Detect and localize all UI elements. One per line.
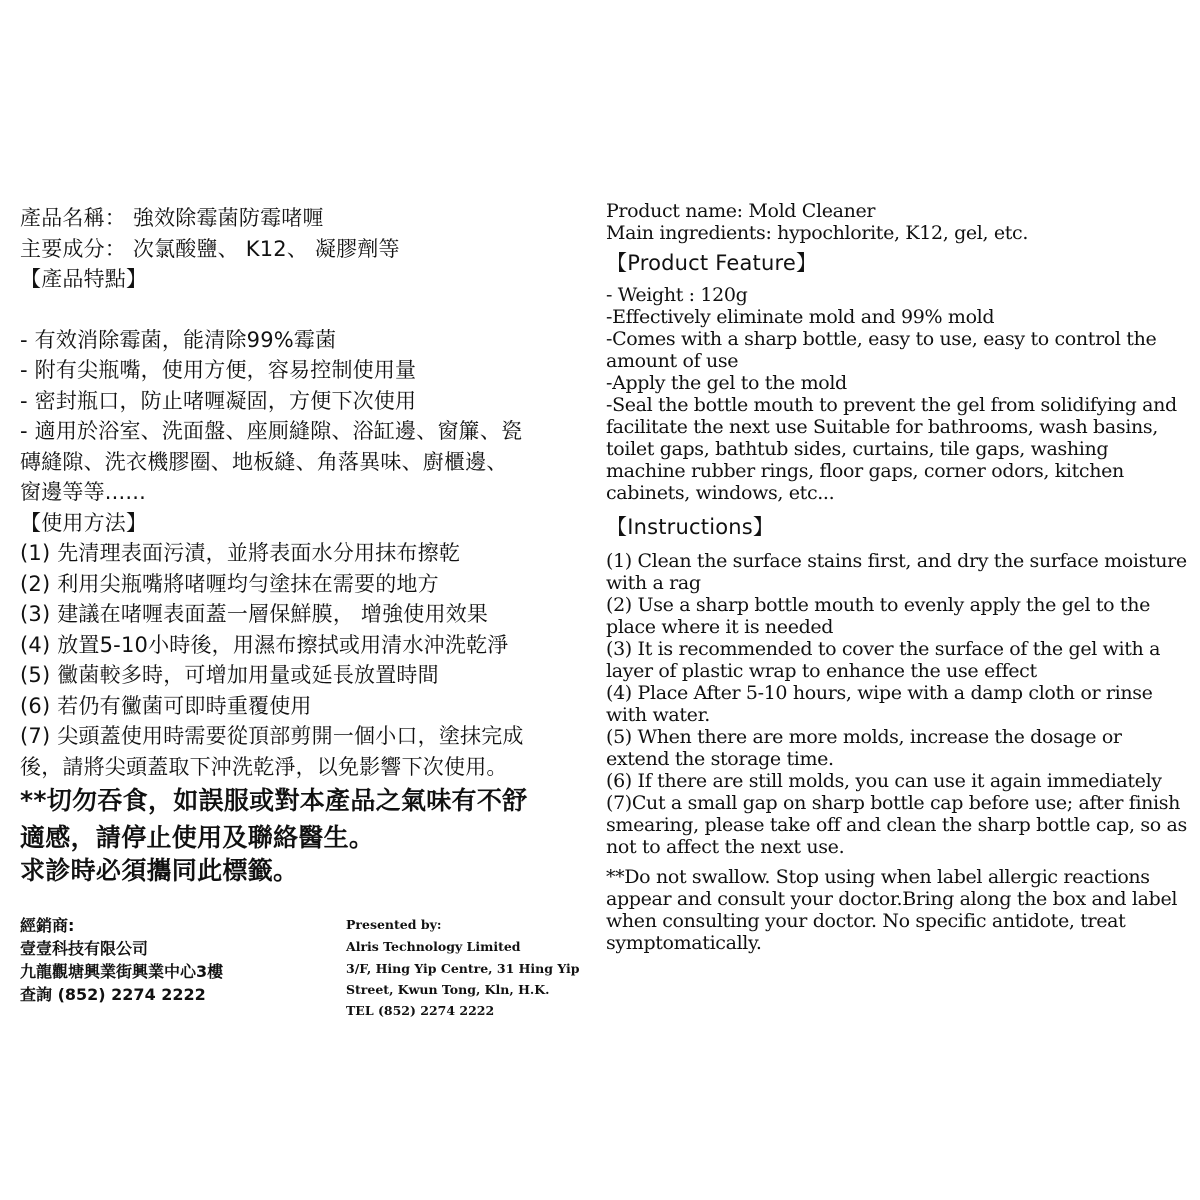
- en-feature-item: -Seal the bottle mouth to prevent the gel from solidifying and facilitate the next use Suitable for bathrooms, wash basins, toilet gaps, bathtub sides, curtains, tile gaps, washing machine rubber rings, floor gaps, corner odors, kitchen cabinets, windows, etc...: [606, 394, 1177, 504]
- english-label-column: [606, 200, 1190, 954]
- cn-usage-step: (6) 若仍有黴菌可即時重覆使用: [20, 693, 312, 718]
- cn-usage-step: (1) 先清理表面污漬，並將表面水分用抹布擦乾: [20, 541, 461, 565]
- cn-warning-line: **切勿吞食，如誤服或對本產品之氣味有不舒: [20, 786, 528, 815]
- en-instruction-step: (3) It is recommended to cover the surface of the gel with a layer of plastic wrap to enhance the use effect: [606, 638, 1161, 682]
- presenter-label: Presented by:: [346, 917, 442, 932]
- presenter-block: [346, 914, 598, 1022]
- chinese-label-column: [20, 203, 595, 887]
- cn-feature-item: - 附有尖瓶嘴，使用方便，容易控制使用量: [20, 358, 417, 382]
- distributor-block: [20, 914, 340, 1006]
- distributor-company: 壹壹科技有限公司: [20, 939, 149, 958]
- distributor-label: 經銷商:: [20, 916, 75, 935]
- cn-feature-item: 磚縫隙、洗衣機膠圈、地板縫、角落異味、廚櫃邊、: [20, 449, 508, 474]
- en-instruction-step: (5) When there are more molds, increase the dosage or extend the storage time.: [606, 726, 1122, 770]
- en-product-name: Product name: Mold Cleaner: [606, 200, 876, 222]
- cn-usage-step: (3) 建議在啫喱表面蓋一層保鮮膜， 增強使用效果: [20, 602, 489, 626]
- cn-feature-item: - 有效消除霉菌，能清除99%霉菌: [20, 327, 337, 352]
- cn-usage-step: (5) 黴菌較多時，可增加用量或延長放置時間: [20, 663, 439, 687]
- en-features-heading: 【Product Feature】: [606, 251, 818, 275]
- cn-usage-heading: 【使用方法】: [20, 510, 148, 535]
- en-feature-item: -Comes with a sharp bottle, easy to use, easy to control the amount of use: [606, 328, 1157, 372]
- en-warning: **Do not swallow. Stop using when label allergic reactions appear and consult your doctor.Bring along the box and label when consulting your doctor. No specific antidote, treat symptomatically.: [606, 866, 1178, 954]
- cn-usage-step: (4) 放置5-10小時後，用濕布擦拭或用清水沖洗乾淨: [20, 632, 509, 657]
- cn-usage-step: (2) 利用尖瓶嘴將啫喱均勻塗抹在需要的地方: [20, 571, 439, 596]
- cn-feature-item: - 密封瓶口，防止啫喱凝固，方便下次使用: [20, 388, 417, 413]
- en-feature-item: -Apply the gel to the mold: [606, 372, 847, 394]
- cn-features-heading: 【產品特點】: [20, 267, 148, 291]
- distributor-phone: 查詢 (852) 2274 2222: [20, 985, 206, 1004]
- cn-ingredients: 主要成分： 次氯酸鹽、 K12、 凝膠劑等: [20, 236, 400, 261]
- cn-warning-line: 求診時必須攜同此標籤。: [20, 856, 299, 885]
- presenter-address: 3/F, Hing Yip Centre, 31 Hing Yip Street, Kwun Tong, Kln, H.K.: [346, 961, 580, 997]
- en-instruction-step: (4) Place After 5-10 hours, wipe with a damp cloth or rinse with water.: [606, 682, 1153, 726]
- cn-feature-item: 窗邊等等......: [20, 480, 147, 504]
- distributor-address: 九龍觀塘興業街興業中心3樓: [20, 962, 224, 981]
- cn-warning-line: 適感，請停止使用及聯絡醫生。: [20, 823, 375, 852]
- en-instructions-heading: 【Instructions】: [606, 515, 775, 539]
- en-instruction-step: (7)Cut a small gap on sharp bottle cap before use; after finish smearing, please take off and clean the sharp bottle cap, so as not to affect the next use.: [606, 792, 1187, 858]
- presenter-phone: TEL (852) 2274 2222: [346, 1003, 495, 1018]
- en-feature-item: - Weight : 120g: [606, 284, 748, 306]
- en-instruction-step: (2) Use a sharp bottle mouth to evenly apply the gel to the place where it is needed: [606, 594, 1150, 638]
- en-feature-item: -Effectively eliminate mold and 99% mold: [606, 306, 995, 328]
- en-ingredients: Main ingredients: hypochlorite, K12, gel, etc.: [606, 222, 1029, 244]
- cn-warning: [20, 784, 595, 887]
- presenter-company: Alris Technology Limited: [346, 939, 521, 954]
- cn-product-name: 產品名稱： 強效除霉菌防霉啫喱: [20, 206, 324, 230]
- en-instruction-step: (6) If there are still molds, you can use it again immediately: [606, 770, 1162, 792]
- cn-feature-item: - 適用於浴室、洗面盤、座厠縫隙、浴缸邊、窗簾、瓷: [20, 419, 523, 443]
- cn-usage-step: 後，請將尖頭蓋取下沖洗乾淨，以免影響下次使用。: [20, 754, 508, 779]
- en-instruction-step: (1) Clean the surface stains first, and dry the surface moisture with a rag: [606, 550, 1187, 594]
- cn-spacer: [20, 295, 595, 325]
- cn-usage-step: (7) 尖頭蓋使用時需要從頂部剪開一個小口，塗抹完成: [20, 724, 524, 748]
